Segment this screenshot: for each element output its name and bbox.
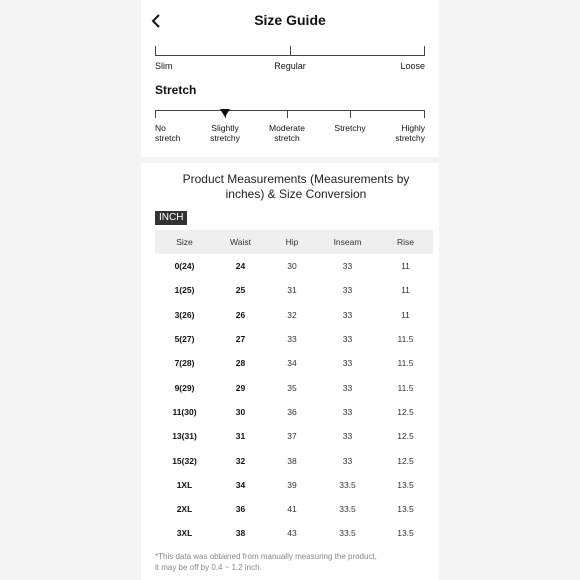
fit-label-loose: Loose bbox=[400, 61, 425, 71]
cell-hip: 41 bbox=[287, 504, 297, 515]
stretch-label-highly-stretchy: Highly stretchy bbox=[395, 123, 425, 143]
cell-rise: 12.5 bbox=[397, 406, 414, 417]
stretch-label-moderate-stretch: Moderate stretch bbox=[269, 123, 305, 143]
col-header-waist: Waist bbox=[214, 230, 267, 254]
unit-badge[interactable]: INCH bbox=[155, 211, 187, 225]
table-body bbox=[155, 254, 433, 546]
cell-inseam: 33.5 bbox=[339, 479, 356, 490]
table-header-row bbox=[155, 230, 433, 254]
cell-hip: 31 bbox=[287, 285, 297, 296]
cell-waist: 24 bbox=[235, 261, 246, 272]
cell-inseam: 33 bbox=[342, 455, 353, 466]
cell-inseam: 33 bbox=[342, 382, 353, 393]
fit-tick bbox=[155, 46, 156, 56]
cell-size: 1(25) bbox=[174, 285, 195, 296]
cell-rise: 11 bbox=[401, 285, 410, 296]
cell-inseam: 33 bbox=[342, 431, 353, 442]
col-header-hip: Hip bbox=[267, 230, 317, 254]
cell-size: 3(26) bbox=[174, 309, 195, 320]
cell-hip: 30 bbox=[287, 261, 297, 272]
table-row bbox=[155, 448, 433, 472]
cell-size: 3XL bbox=[176, 528, 193, 539]
cell-size: 1XL bbox=[176, 479, 193, 490]
cell-hip: 36 bbox=[287, 406, 297, 417]
fit-label-slim: Slim bbox=[155, 61, 173, 71]
cell-waist: 27 bbox=[235, 334, 246, 345]
fit-tick bbox=[424, 46, 425, 56]
cell-inseam: 33.5 bbox=[339, 504, 356, 515]
fit-scale bbox=[155, 44, 425, 56]
cell-inseam: 33 bbox=[342, 285, 353, 296]
table-row bbox=[155, 521, 433, 545]
table-row bbox=[155, 254, 433, 278]
cell-rise: 13.5 bbox=[397, 528, 414, 539]
fit-labels bbox=[155, 61, 425, 75]
cell-waist: 36 bbox=[235, 504, 246, 515]
cell-waist: 31 bbox=[235, 431, 246, 442]
cell-hip: 37 bbox=[287, 431, 297, 442]
cell-waist: 28 bbox=[235, 358, 246, 369]
stretch-tick bbox=[350, 110, 351, 118]
stretch-tick bbox=[424, 110, 425, 118]
cell-waist: 26 bbox=[235, 309, 246, 320]
cell-size: 13(31) bbox=[172, 431, 197, 442]
cell-rise: 13.5 bbox=[397, 504, 414, 515]
stretch-scale bbox=[155, 106, 425, 118]
footnote: *This data was obtained from manually measuring the product, it may be off by 0.4 ~ 1.2 inch. bbox=[155, 552, 377, 572]
cell-hip: 34 bbox=[287, 358, 297, 369]
size-table bbox=[155, 230, 433, 546]
stretch-title: Stretch bbox=[155, 83, 197, 97]
stretch-selected-marker bbox=[220, 109, 230, 117]
stretch-label-slightly-stretchy: Slightly stretchy bbox=[210, 123, 240, 143]
cell-inseam: 33 bbox=[342, 261, 353, 272]
table-row bbox=[155, 303, 433, 327]
cell-waist: 34 bbox=[235, 479, 246, 490]
cell-hip: 43 bbox=[287, 528, 297, 539]
table-row bbox=[155, 375, 433, 399]
stretch-scale-line bbox=[155, 110, 425, 111]
cell-waist: 29 bbox=[235, 382, 246, 393]
cell-waist: 30 bbox=[235, 406, 246, 417]
cell-rise: 12.5 bbox=[397, 431, 414, 442]
section-divider bbox=[141, 157, 439, 163]
cell-rise: 11 bbox=[401, 309, 410, 320]
cell-size: 11(30) bbox=[172, 406, 197, 417]
cell-inseam: 33 bbox=[342, 309, 353, 320]
table-row bbox=[155, 278, 433, 302]
stretch-labels bbox=[155, 123, 425, 147]
cell-size: 15(32) bbox=[172, 455, 197, 466]
cell-inseam: 33 bbox=[342, 358, 353, 369]
table-row bbox=[155, 327, 433, 351]
col-header-rise: Rise bbox=[378, 230, 433, 254]
cell-hip: 35 bbox=[287, 382, 297, 393]
header bbox=[141, 0, 439, 40]
cell-inseam: 33.5 bbox=[339, 528, 356, 539]
stretch-label-stretchy: Stretchy bbox=[334, 123, 366, 133]
stretch-tick bbox=[155, 110, 156, 118]
cell-rise: 11 bbox=[401, 261, 410, 272]
size-guide-screen bbox=[141, 0, 439, 580]
table-row bbox=[155, 351, 433, 375]
stretch-tick bbox=[287, 110, 288, 118]
cell-size: 7(28) bbox=[174, 358, 195, 369]
cell-size: 5(27) bbox=[174, 334, 195, 345]
fit-tick bbox=[290, 46, 291, 56]
col-header-inseam: Inseam bbox=[317, 230, 378, 254]
page-title: Size Guide bbox=[254, 12, 326, 28]
cell-size: 0(24) bbox=[174, 261, 195, 272]
cell-waist: 32 bbox=[235, 455, 246, 466]
cell-hip: 33 bbox=[287, 334, 297, 345]
table-row bbox=[155, 424, 433, 448]
cell-waist: 25 bbox=[235, 285, 246, 296]
cell-size: 9(29) bbox=[174, 382, 195, 393]
measurements-title: Product Measurements (Measurements by inches) & Size Conversion bbox=[182, 172, 410, 201]
cell-rise: 11.5 bbox=[397, 382, 414, 393]
table-row bbox=[155, 497, 433, 521]
cell-hip: 38 bbox=[287, 455, 297, 466]
cell-size: 2XL bbox=[176, 504, 193, 515]
cell-rise: 12.5 bbox=[397, 455, 414, 466]
cell-rise: 13.5 bbox=[397, 479, 414, 490]
cell-hip: 39 bbox=[287, 479, 297, 490]
fit-label-regular: Regular bbox=[274, 61, 306, 71]
stretch-label-no-stretch: No stretch bbox=[155, 123, 181, 143]
table-row bbox=[155, 400, 433, 424]
cell-rise: 11.5 bbox=[397, 358, 414, 369]
table-row bbox=[155, 473, 433, 497]
cell-rise: 11.5 bbox=[397, 334, 414, 345]
cell-waist: 38 bbox=[235, 528, 246, 539]
col-header-size: Size bbox=[155, 230, 214, 254]
cell-hip: 32 bbox=[287, 309, 297, 320]
cell-inseam: 33 bbox=[342, 406, 353, 417]
cell-inseam: 33 bbox=[342, 334, 353, 345]
